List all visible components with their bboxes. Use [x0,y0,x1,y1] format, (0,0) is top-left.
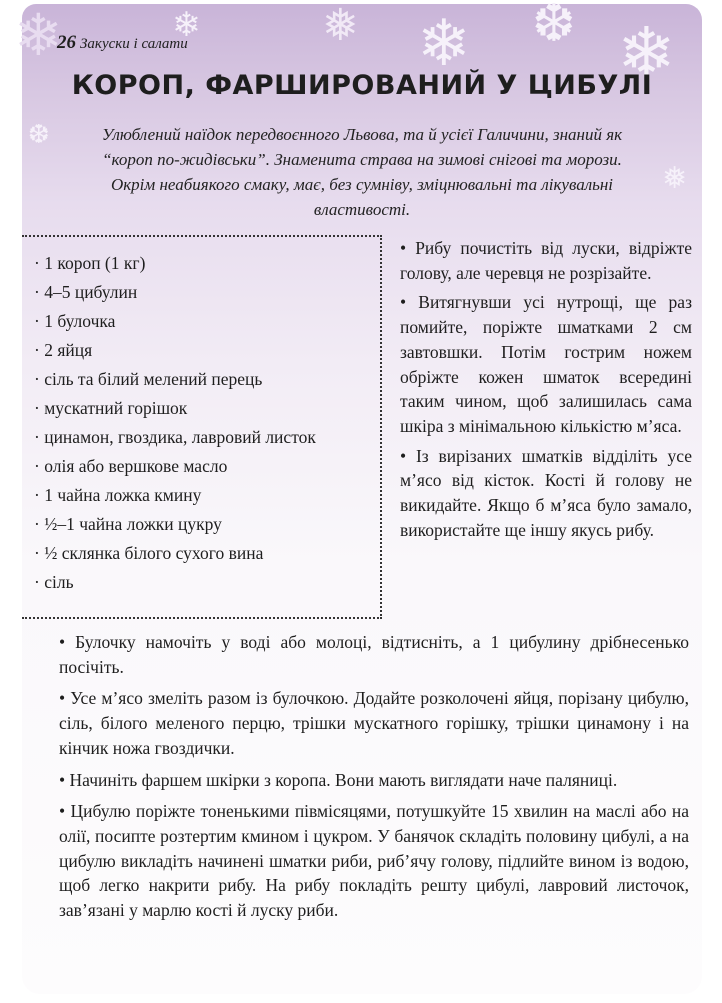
step-paragraph: • Цибулю поріжте тоненькими півмісяцями, потушкуйте 15 хвилин на маслі або на олії, посипте розтертим кмином і цукром. У банячок складіть половину цибулі, а на цибулю викладіть начинені шматки риби, риб’ячу голову, підлийте вином із водою, щоб легко накрити рибу. На рибу покладіть решту цибулі, лавровий листочок, зав’язані у марлю кості й луску риби. [59,801,689,921]
ingredient-item: · сіль та білий мелений перець [34,369,263,389]
steps-right-column [400,236,692,547]
step-paragraph: • Витягнувши усі нутрощі, ще раз помийте, поріжте шматками 2 см завтовшки. Потім гострим ножем обріжте кожен шматок всередині таким чином, щоб залишилась сама шкіра з мінімальною кількістю м’яса. [400,292,692,436]
ingredient-item: · 1 чайна ложка кмину [34,485,202,505]
section-name: Закуски і салати [80,36,188,52]
snowflake-decoration-icon: ❄ [172,5,201,45]
snowflake-decoration-icon: ❆ [28,120,50,150]
page-number: 26 [57,32,76,53]
ingredient-item: · 2 яйця [34,340,93,360]
step-paragraph: • Усе м’ясо змеліть разом із булочкою. Додайте розколочені яйця, порізану цибулю, сіль, білого меленого перцю, трішки мускатного горішку, трішки цинамону і на кінчик ножа гвоздички. [59,688,689,758]
ingredient-item: · олія або вершкове масло [34,456,228,476]
ingredient-item: · сіль [34,572,74,592]
snowflake-decoration-icon: ❄ [14,1,63,69]
ingredient-item: · мускатний горішок [34,398,188,418]
ingredient-item: · ½ склянка білого сухого вина [34,543,264,563]
ingredient-item: · ½–1 чайна ложки цукру [34,514,222,534]
step-paragraph: • Булочку намочіть у воді або молоці, відтисніть, а 1 цибулину дрібнесенько посічіть. [59,632,689,677]
ingredient-item: · 1 короп (1 кг) [34,253,146,273]
snowflake-decoration-icon: ❄ [417,7,471,81]
step-paragraph: • Начиніть фаршем шкірки з коропа. Вони мають виглядати наче паляниці. [59,769,618,790]
snowflake-decoration-icon: ❆ [532,0,576,54]
ingredient-item: · 4–5 цибулин [34,282,138,302]
snowflake-decoration-icon: ❅ [662,161,688,196]
snowflake-decoration-icon: ❅ [322,0,359,51]
page-header [57,32,188,54]
ingredient-item: · цинамон, гвоздика, лавровий листок [34,427,316,447]
ingredients-box [22,235,382,619]
book-page [14,0,702,994]
step-paragraph: • Рибу почистіть від луски, відріжте голову, але черевця не розрізайте. [400,238,692,283]
steps-bottom [59,630,689,930]
step-paragraph: • Із вирізаних шматків відділіть усе м’ясо від кісток. Кості й голову не викидайте. Якщо б м’яса було замало, використайте ще іншу якусь рибу. [400,445,692,540]
recipe-intro: Улюблений наїдок передвоєнного Львова, та й усієї Галичини, знаний як “короп по-жидівськи”. Знаменита страва на зимові снігові та морози. Окрім неабиякого смаку, має, без сумніву, зміцнювальні та лікувальні властивості. [101,125,623,219]
ingredient-item: · 1 булочка [34,311,116,331]
recipe-title: КОРОП, ФАРШИРОВАНИЙ У ЦИБУЛІ [71,70,653,101]
snowflake-decoration-icon: ❄ [617,12,676,94]
